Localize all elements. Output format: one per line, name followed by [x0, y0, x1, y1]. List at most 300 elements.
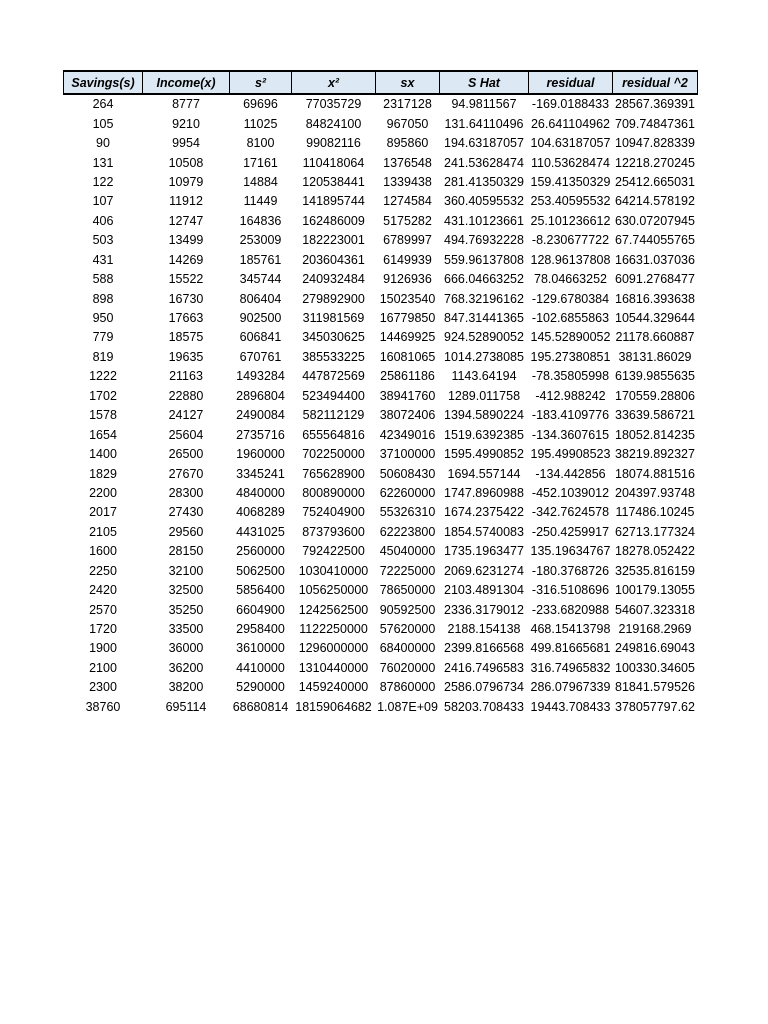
s-squared-cell[interactable]: 3345241 — [236, 466, 285, 481]
table-row — [64, 192, 698, 211]
s-squared-cell[interactable]: 1960000 — [236, 447, 285, 462]
sx-cell[interactable]: 62260000 — [379, 485, 436, 500]
sx-cell[interactable]: 62223800 — [379, 524, 436, 539]
sx-cell[interactable]: 1376548 — [383, 155, 432, 170]
x-squared-cell[interactable]: 752404900 — [302, 505, 365, 520]
column-header-s-squared[interactable]: s² — [230, 71, 292, 94]
residual-squared-cell[interactable]: 16816.393638 — [615, 291, 695, 306]
table-row — [64, 289, 698, 308]
income-cell[interactable]: 16730 — [168, 291, 204, 306]
residual-squared-cell[interactable]: 38131.86029 — [618, 349, 692, 364]
x-squared-cell[interactable]: 279892900 — [302, 291, 365, 306]
residual-squared-cell[interactable]: 10544.329644 — [615, 311, 695, 326]
income-cell[interactable]: 32500 — [168, 583, 204, 598]
income-cell[interactable]: 11912 — [169, 194, 203, 209]
s-hat-cell[interactable]: 847.31441365 — [444, 311, 524, 326]
table-row — [64, 678, 698, 697]
column-header-x-squared[interactable]: x² — [292, 71, 376, 94]
s-hat-cell[interactable]: 1289.011758 — [447, 388, 521, 403]
table-row — [64, 173, 698, 192]
sx-cell[interactable]: 45040000 — [379, 544, 436, 559]
residual-squared-cell[interactable]: 32535.816159 — [615, 563, 695, 578]
s-hat-cell[interactable]: 131.64110496 — [444, 116, 524, 131]
table-row — [64, 231, 698, 250]
table-row — [64, 620, 698, 639]
s-squared-cell[interactable]: 2490084 — [236, 408, 285, 423]
sx-cell[interactable]: 6789997 — [383, 233, 432, 248]
x-squared-cell[interactable]: 240932484 — [302, 272, 365, 287]
x-squared-cell[interactable]: 800890000 — [302, 485, 365, 500]
savings-cell[interactable]: 107 — [92, 194, 114, 209]
x-squared-cell[interactable]: 385533225 — [302, 349, 365, 364]
savings-cell[interactable]: 105 — [92, 116, 114, 131]
sx-cell[interactable]: 15023540 — [379, 291, 436, 306]
residual-cell[interactable]: -78.35805998 — [531, 369, 610, 384]
s-hat-cell[interactable]: 768.32196162 — [444, 291, 524, 306]
x-squared-cell[interactable]: 1296000000 — [298, 641, 369, 656]
residual-squared-cell[interactable]: 6091.2768477 — [615, 272, 695, 287]
s-squared-cell[interactable]: 1493284 — [236, 369, 285, 384]
s-squared-cell[interactable]: 2896804 — [236, 388, 285, 403]
table-row — [64, 270, 698, 289]
income-cell[interactable]: 36000 — [168, 641, 204, 656]
s-hat-cell[interactable]: 2336.3179012 — [444, 602, 524, 617]
s-squared-cell[interactable]: 164836 — [239, 213, 282, 228]
residual-squared-cell[interactable]: 204397.93748 — [615, 485, 695, 500]
income-cell[interactable]: 38200 — [168, 680, 204, 695]
x-squared-cell[interactable]: 655564816 — [302, 427, 365, 442]
savings-cell[interactable]: 2100 — [89, 660, 117, 675]
table-row — [64, 212, 698, 231]
residual-squared-cell[interactable]: 28567.369391 — [615, 97, 695, 112]
residual-cell[interactable]: 128.96137808 — [530, 252, 611, 267]
table-row — [64, 503, 698, 522]
s-hat-cell[interactable]: 58203.708433 — [444, 699, 524, 714]
savings-cell[interactable]: 819 — [92, 349, 114, 364]
sx-cell[interactable]: 1.087E+09 — [377, 699, 438, 714]
savings-cell[interactable]: 1720 — [89, 622, 117, 637]
x-squared-cell[interactable]: 1122250000 — [299, 622, 368, 637]
x-squared-cell[interactable]: 84824100 — [305, 116, 362, 131]
s-hat-cell[interactable]: 241.53628474 — [444, 155, 524, 170]
s-hat-cell[interactable]: 1735.1963477 — [444, 544, 524, 559]
s-hat-cell[interactable]: 2188.154138 — [447, 622, 521, 637]
column-header-income[interactable]: Income(x) — [143, 71, 230, 94]
s-squared-cell[interactable]: 3610000 — [236, 641, 285, 656]
residual-cell[interactable]: 468.15413798 — [530, 622, 611, 637]
residual-squared-cell[interactable]: 100330.34605 — [615, 660, 695, 675]
x-squared-cell[interactable]: 765628900 — [302, 466, 365, 481]
s-squared-cell[interactable]: 670761 — [239, 349, 282, 364]
savings-cell[interactable]: 264 — [92, 97, 114, 112]
sx-cell[interactable]: 78650000 — [379, 583, 436, 598]
s-squared-cell[interactable]: 902500 — [239, 311, 282, 326]
x-squared-cell[interactable]: 99082116 — [306, 136, 361, 151]
x-squared-cell[interactable]: 523494400 — [302, 388, 365, 403]
residual-cell[interactable]: 19443.708433 — [530, 699, 611, 714]
residual-squared-cell[interactable]: 219168.2969 — [618, 622, 692, 637]
s-squared-cell[interactable]: 345744 — [239, 272, 282, 287]
table-row — [64, 562, 698, 581]
savings-cell[interactable]: 122 — [92, 174, 114, 189]
table-row — [64, 367, 698, 386]
table-row — [64, 542, 698, 561]
residual-squared-cell[interactable]: 62713.177324 — [615, 524, 695, 539]
income-cell[interactable]: 9210 — [172, 116, 200, 131]
sx-cell[interactable]: 42349016 — [379, 427, 436, 442]
s-squared-cell[interactable]: 11449 — [243, 194, 278, 209]
table-row — [64, 464, 698, 483]
savings-cell[interactable]: 2250 — [89, 563, 117, 578]
income-cell[interactable]: 21163 — [169, 369, 203, 384]
s-hat-cell[interactable]: 1694.557144 — [447, 466, 521, 481]
savings-cell[interactable]: 2300 — [89, 680, 117, 695]
table-row — [64, 387, 698, 406]
residual-squared-cell[interactable]: 16631.037036 — [615, 252, 695, 267]
income-cell[interactable]: 10979 — [168, 174, 204, 189]
residual-squared-cell[interactable]: 18074.881516 — [615, 466, 695, 481]
s-hat-cell[interactable]: 281.41350329 — [444, 174, 524, 189]
residual-cell[interactable]: 145.52890052 — [530, 330, 611, 345]
residual-squared-cell[interactable]: 378057797.62 — [615, 699, 695, 714]
x-squared-cell[interactable]: 702250000 — [302, 447, 365, 462]
savings-cell[interactable]: 90 — [96, 136, 110, 151]
residual-cell[interactable]: 25.101236612 — [530, 213, 611, 228]
sx-cell[interactable]: 6149939 — [383, 252, 432, 267]
income-cell[interactable]: 14269 — [168, 252, 204, 267]
sx-cell[interactable]: 90592500 — [379, 602, 436, 617]
residual-cell[interactable]: -342.7624578 — [531, 505, 610, 520]
savings-cell[interactable]: 898 — [92, 291, 114, 306]
residual-cell[interactable]: 499.81665681 — [530, 641, 611, 656]
sx-cell[interactable]: 16081065 — [379, 349, 436, 364]
residual-squared-cell[interactable]: 6139.9855635 — [615, 369, 695, 384]
spreadsheet — [63, 70, 697, 717]
column-header-savings[interactable]: Savings(s) — [64, 71, 143, 94]
table-row — [64, 523, 698, 542]
savings-cell[interactable]: 431 — [92, 252, 114, 267]
savings-cell[interactable]: 131 — [92, 155, 114, 170]
savings-cell[interactable]: 1654 — [89, 427, 117, 442]
sx-cell[interactable]: 1274584 — [383, 194, 432, 209]
residual-cell[interactable]: -233.6820988 — [531, 602, 610, 617]
table-row — [64, 348, 698, 367]
s-squared-cell[interactable]: 6604900 — [236, 602, 285, 617]
residual-squared-cell[interactable]: 54607.323318 — [615, 602, 695, 617]
residual-cell[interactable]: 135.19634767 — [530, 544, 611, 559]
residual-squared-cell[interactable]: 249816.69043 — [615, 641, 695, 656]
sx-cell[interactable]: 967050 — [386, 116, 429, 131]
s-hat-cell[interactable]: 666.04663252 — [444, 272, 524, 287]
s-squared-cell[interactable]: 806404 — [239, 291, 282, 306]
income-cell[interactable]: 18575 — [168, 330, 204, 345]
x-squared-cell[interactable]: 792422500 — [302, 544, 365, 559]
residual-cell[interactable]: 159.41350329 — [530, 174, 611, 189]
residual-cell[interactable]: -180.3768726 — [531, 563, 610, 578]
savings-cell[interactable]: 1400 — [89, 447, 117, 462]
income-cell[interactable]: 28150 — [168, 544, 204, 559]
income-cell[interactable]: 35250 — [168, 602, 204, 617]
s-squared-cell[interactable]: 11025 — [243, 116, 278, 131]
income-cell[interactable]: 9954 — [172, 136, 200, 151]
s-squared-cell[interactable]: 4840000 — [236, 485, 285, 500]
x-squared-cell[interactable]: 345030625 — [302, 330, 365, 345]
residual-squared-cell[interactable]: 33639.586721 — [615, 408, 695, 423]
residual-cell[interactable]: -134.442856 — [535, 466, 606, 481]
s-squared-cell[interactable]: 68680814 — [232, 699, 289, 714]
x-squared-cell[interactable]: 582112129 — [302, 408, 365, 423]
s-hat-cell[interactable]: 2069.6231274 — [444, 563, 524, 578]
x-squared-cell[interactable]: 77035729 — [305, 97, 362, 112]
table-row — [64, 639, 698, 658]
sx-cell[interactable]: 50608430 — [379, 466, 436, 481]
s-hat-cell[interactable]: 924.52890052 — [444, 330, 524, 345]
residual-squared-cell[interactable]: 18278.052422 — [615, 544, 695, 559]
sx-cell[interactable]: 895860 — [386, 136, 429, 151]
residual-squared-cell[interactable]: 67.744055765 — [615, 233, 695, 248]
residual-squared-cell[interactable]: 170559.28806 — [615, 388, 695, 403]
x-squared-cell[interactable]: 1459240000 — [298, 680, 369, 695]
table-row — [64, 153, 698, 172]
sx-cell[interactable]: 38941760 — [379, 388, 436, 403]
income-cell[interactable]: 24127 — [168, 408, 204, 423]
income-cell[interactable]: 19635 — [168, 349, 204, 364]
savings-cell[interactable]: 2570 — [89, 602, 117, 617]
table-row — [64, 445, 698, 464]
x-squared-cell[interactable]: 18159064682 — [295, 699, 372, 714]
x-squared-cell[interactable]: 120538441 — [302, 174, 365, 189]
sx-cell[interactable]: 57620000 — [379, 622, 436, 637]
s-squared-cell[interactable]: 4431025 — [236, 524, 285, 539]
savings-cell[interactable]: 779 — [92, 330, 114, 345]
x-squared-cell[interactable]: 1242562500 — [298, 602, 369, 617]
table-row — [64, 659, 698, 678]
residual-cell[interactable]: 78.04663252 — [534, 272, 607, 287]
income-cell[interactable]: 8777 — [172, 97, 200, 112]
s-squared-cell[interactable]: 69696 — [243, 97, 278, 112]
residual-squared-cell[interactable]: 10947.828339 — [615, 136, 695, 151]
table-row — [64, 134, 698, 153]
income-cell[interactable]: 26500 — [168, 447, 204, 462]
x-squared-cell[interactable]: 182223001 — [302, 233, 365, 248]
sx-cell[interactable]: 1339438 — [383, 174, 432, 189]
sx-cell[interactable]: 5175282 — [383, 213, 432, 228]
s-squared-cell[interactable]: 8100 — [246, 136, 275, 151]
x-squared-cell[interactable]: 141895744 — [302, 194, 365, 209]
residual-squared-cell[interactable]: 630.07207945 — [615, 213, 695, 228]
savings-cell[interactable]: 1702 — [89, 388, 117, 403]
residual-cell[interactable]: 104.63187057 — [530, 136, 611, 151]
savings-cell[interactable]: 38760 — [85, 699, 121, 714]
column-header-residual[interactable]: residual — [529, 71, 613, 94]
x-squared-cell[interactable]: 447872569 — [302, 369, 365, 384]
residual-squared-cell[interactable]: 100179.13055 — [615, 583, 695, 598]
residual-cell[interactable]: -316.5108696 — [531, 583, 610, 598]
savings-cell[interactable]: 2420 — [89, 583, 117, 598]
residual-squared-cell[interactable]: 38219.892327 — [615, 447, 695, 462]
sx-cell[interactable]: 38072406 — [379, 408, 436, 423]
s-squared-cell[interactable]: 606841 — [239, 330, 282, 345]
s-squared-cell[interactable]: 14884 — [243, 174, 278, 189]
residual-cell[interactable]: -452.1039012 — [531, 485, 610, 500]
income-cell[interactable]: 12747 — [168, 213, 204, 228]
s-hat-cell[interactable]: 2103.4891304 — [444, 583, 524, 598]
s-hat-cell[interactable]: 1674.2375422 — [444, 505, 524, 520]
sx-cell[interactable]: 68400000 — [379, 641, 436, 656]
residual-cell[interactable]: -102.6855863 — [531, 311, 610, 326]
s-hat-cell[interactable]: 2586.0796734 — [444, 680, 524, 695]
s-hat-cell[interactable]: 1394.5890224 — [444, 408, 524, 423]
s-squared-cell[interactable]: 2735716 — [236, 427, 285, 442]
residual-cell[interactable]: -250.4259917 — [531, 524, 610, 539]
residual-cell[interactable]: -169.0188433 — [531, 97, 610, 112]
totals-row — [64, 698, 698, 717]
header-row — [64, 71, 698, 94]
residual-cell[interactable]: 286.07967339 — [530, 680, 611, 695]
s-hat-cell[interactable]: 94.9811567 — [451, 97, 517, 112]
income-cell[interactable]: 36200 — [168, 660, 204, 675]
savings-cell[interactable]: 1578 — [89, 408, 117, 423]
savings-cell[interactable]: 2200 — [89, 485, 117, 500]
table-row — [64, 94, 698, 114]
income-cell[interactable]: 695114 — [165, 699, 207, 714]
savings-cell[interactable]: 1900 — [89, 641, 117, 656]
savings-cell[interactable]: 1600 — [89, 544, 117, 559]
s-hat-cell[interactable]: 559.96137808 — [444, 252, 524, 267]
s-hat-cell[interactable]: 2399.8166568 — [444, 641, 524, 656]
residual-cell[interactable]: 316.74965832 — [530, 660, 611, 675]
table-row — [64, 484, 698, 503]
sx-cell[interactable]: 37100000 — [379, 447, 436, 462]
residual-cell[interactable]: 253.40595532 — [530, 194, 611, 209]
savings-cell[interactable]: 1222 — [89, 369, 117, 384]
s-hat-cell[interactable]: 2416.7496583 — [444, 660, 524, 675]
income-cell[interactable]: 10508 — [168, 155, 204, 170]
residual-squared-cell[interactable]: 12218.270245 — [615, 155, 695, 170]
table-row — [64, 328, 698, 347]
s-squared-cell[interactable]: 2560000 — [236, 544, 285, 559]
column-header-s-hat[interactable]: S Hat — [440, 71, 529, 94]
sx-cell[interactable]: 76020000 — [379, 660, 436, 675]
sx-cell[interactable]: 9126936 — [383, 272, 432, 287]
sx-cell[interactable]: 2317128 — [383, 97, 432, 112]
income-cell[interactable]: 32100 — [168, 563, 204, 578]
residual-squared-cell[interactable]: 21178.660887 — [615, 330, 695, 345]
table-row — [64, 600, 698, 619]
sx-cell[interactable]: 16779850 — [379, 311, 436, 326]
s-hat-cell[interactable]: 1143.64194 — [451, 369, 517, 384]
sx-cell[interactable]: 25861186 — [380, 369, 435, 384]
s-squared-cell[interactable]: 253009 — [239, 233, 282, 248]
income-cell[interactable]: 17663 — [168, 311, 204, 326]
s-hat-cell[interactable]: 1014.2738085 — [444, 349, 524, 364]
column-header-sx[interactable]: sx — [376, 71, 440, 94]
s-squared-cell[interactable]: 4068289 — [236, 505, 285, 520]
regression-table — [63, 70, 698, 717]
s-hat-cell[interactable]: 1519.6392385 — [444, 427, 524, 442]
s-squared-cell[interactable]: 5290000 — [236, 680, 285, 695]
s-squared-cell[interactable]: 185761 — [239, 252, 282, 267]
residual-squared-cell[interactable]: 709.74847361 — [615, 116, 695, 131]
savings-cell[interactable]: 2017 — [89, 505, 117, 520]
residual-cell[interactable]: 26.641104962 — [530, 116, 611, 131]
column-header-residual-squared[interactable]: residual ^2 — [613, 71, 698, 94]
s-squared-cell[interactable]: 2958400 — [236, 622, 285, 637]
s-squared-cell[interactable]: 4410000 — [236, 660, 285, 675]
x-squared-cell[interactable]: 1030410000 — [298, 563, 369, 578]
savings-cell[interactable]: 2105 — [89, 524, 117, 539]
s-squared-cell[interactable]: 5856400 — [236, 583, 285, 598]
x-squared-cell[interactable]: 1310440000 — [298, 660, 369, 675]
residual-cell[interactable]: 195.49908523 — [530, 447, 611, 462]
s-hat-cell[interactable]: 1595.4990852 — [444, 447, 524, 462]
residual-squared-cell[interactable]: 64214.578192 — [615, 194, 695, 209]
residual-cell[interactable]: 195.27380851 — [530, 349, 611, 364]
income-cell[interactable]: 29560 — [168, 524, 204, 539]
s-hat-cell[interactable]: 1747.8960988 — [444, 485, 524, 500]
s-hat-cell[interactable]: 360.40595532 — [444, 194, 524, 209]
s-squared-cell[interactable]: 17161 — [243, 155, 278, 170]
x-squared-cell[interactable]: 1056250000 — [298, 583, 369, 598]
income-cell[interactable]: 25604 — [168, 427, 204, 442]
residual-cell[interactable]: -129.6780384 — [531, 291, 610, 306]
s-squared-cell[interactable]: 5062500 — [236, 563, 285, 578]
residual-cell[interactable]: -8.230677722 — [531, 233, 610, 248]
x-squared-cell[interactable]: 110418064 — [302, 155, 365, 170]
x-squared-cell[interactable]: 873793600 — [302, 524, 365, 539]
sx-cell[interactable]: 55326310 — [379, 505, 436, 520]
income-cell[interactable]: 22880 — [168, 388, 204, 403]
savings-cell[interactable]: 503 — [92, 233, 114, 248]
table-row — [64, 425, 698, 444]
table-row — [64, 114, 698, 133]
income-cell[interactable]: 27670 — [168, 466, 204, 481]
sx-cell[interactable]: 87860000 — [379, 680, 436, 695]
residual-cell[interactable]: -134.3607615 — [531, 427, 610, 442]
x-squared-cell[interactable]: 311981569 — [302, 311, 365, 326]
residual-cell[interactable]: 110.53628474 — [530, 155, 611, 170]
table-row — [64, 581, 698, 600]
sx-cell[interactable]: 14469925 — [379, 330, 436, 345]
table-row — [64, 251, 698, 270]
s-hat-cell[interactable]: 494.76932228 — [444, 233, 524, 248]
income-cell[interactable]: 15522 — [168, 272, 204, 287]
s-hat-cell[interactable]: 194.63187057 — [444, 136, 524, 151]
savings-cell[interactable]: 1829 — [89, 466, 117, 481]
x-squared-cell[interactable]: 162486009 — [302, 213, 365, 228]
table-body — [64, 94, 698, 717]
residual-squared-cell[interactable]: 117486.10245 — [615, 505, 695, 520]
savings-cell[interactable]: 406 — [92, 213, 114, 228]
residual-squared-cell[interactable]: 25412.665031 — [615, 174, 695, 189]
income-cell[interactable]: 27430 — [168, 505, 204, 520]
residual-cell[interactable]: -412.988242 — [535, 388, 606, 403]
income-cell[interactable]: 33500 — [168, 622, 204, 637]
s-hat-cell[interactable]: 431.10123661 — [444, 213, 524, 228]
sx-cell[interactable]: 72225000 — [379, 563, 436, 578]
table-row — [64, 309, 698, 328]
income-cell[interactable]: 13499 — [168, 233, 204, 248]
savings-cell[interactable]: 588 — [92, 272, 114, 287]
residual-cell[interactable]: -183.4109776 — [531, 408, 610, 423]
table-row — [64, 406, 698, 425]
s-hat-cell[interactable]: 1854.5740083 — [444, 524, 524, 539]
x-squared-cell[interactable]: 203604361 — [302, 252, 365, 267]
residual-squared-cell[interactable]: 81841.579526 — [615, 680, 695, 695]
residual-squared-cell[interactable]: 18052.814235 — [615, 427, 695, 442]
income-cell[interactable]: 28300 — [168, 485, 204, 500]
savings-cell[interactable]: 950 — [92, 311, 114, 326]
